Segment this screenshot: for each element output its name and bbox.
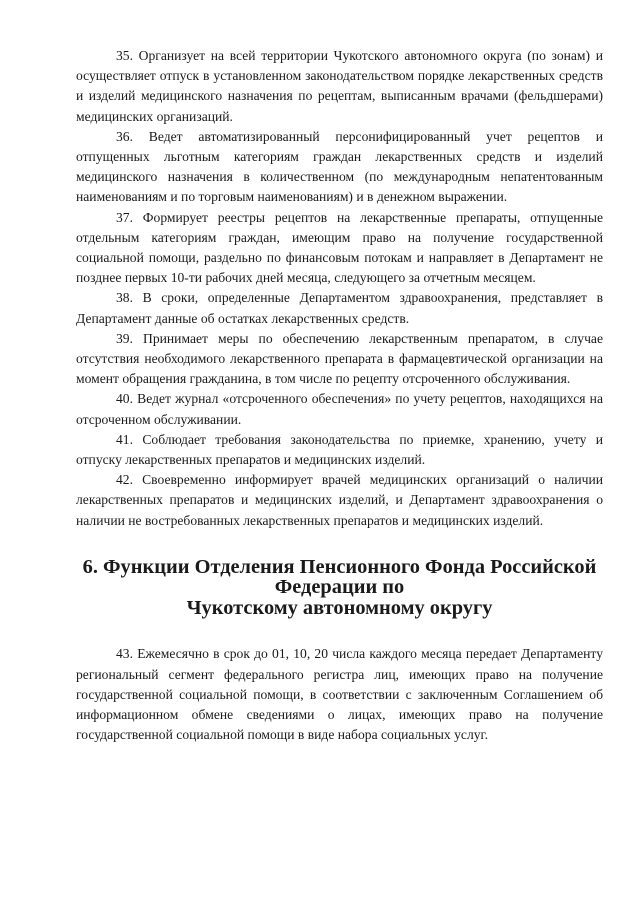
paragraph-41: 41. Соблюдает требования законодательства по приемке, хранению, учету и отпуску лекарственных препаратов и медицинских изделий.: [76, 431, 603, 468]
paragraph-40: 40. Ведет журнал «отсроченного обеспечения» по учету рецептов, находящихся на отсроченном обслуживании.: [76, 391, 603, 427]
paragraph-35: 35. Организует на всей территории Чукотского автономного округа (по зонам) и осуществляет отпуск в установленном законодательством порядке лекарственных средств и изделий медицинского назначения по рецептам, выписанным врачами (фельдшерами) медицинских организаций.: [76, 48, 603, 124]
section-title-line-2: Чукотскому автономному округу: [186, 596, 493, 619]
section-title: [76, 557, 603, 619]
paragraph-42: 42. Своевременно информирует врачей медицинских организаций о наличии лекарственных препаратов и медицинских изделий, и Департамент здравоохранения о наличии не востребованных лекарственных препаратов и медицинских изделий.: [76, 472, 603, 528]
paragraph-38: 38. В сроки, определенные Департаментом здравоохранения, представляет в Департамент данные об остатках лекарственных средств.: [76, 290, 603, 326]
paragraph-36: 36. Ведет автоматизированный персонифицированный учет рецептов и отпущенных льготным категориям граждан лекарственных средств и изделий медицинского назначения в количественном (по международным непатентованным наименованиям и по торговым наименованиям) и в денежном выражении.: [76, 128, 603, 205]
section-title-line-1: 6. Функции Отделения Пенсионного Фонда Российской Федерации по: [82, 555, 597, 599]
paragraph-39: 39. Принимает меры по обеспечению лекарственным препаратом, в случае отсутствия необходимого лекарственного препарата в фармацевтической организации на момент обращения гражданина, в том числе по рецепту отсроченного обслуживания.: [76, 330, 603, 387]
paragraph-43: 43. Ежемесячно в срок до 01, 10, 20 числа каждого месяца передает Департаменту региональный сегмент федерального регистра лиц, имеющих право на получение государственной социальной помощи, в соответствии с заключенным Соглашением об информационном обмене сведениями о лицах, имеющих право на получение государственной социальной помощи в виде набора социальных услуг.: [76, 646, 603, 743]
paragraph-37: 37. Формирует реестры рецептов на лекарственные препараты, отпущенные отдельным категориям граждан, имеющим право на получение государственной социальной помощи, раздельно по финансовым потокам и направляет в Департамент не позднее первых 10-ти рабочих дней месяца, следующего за отчетным месяцем.: [76, 209, 603, 286]
document-page: [76, 46, 603, 745]
